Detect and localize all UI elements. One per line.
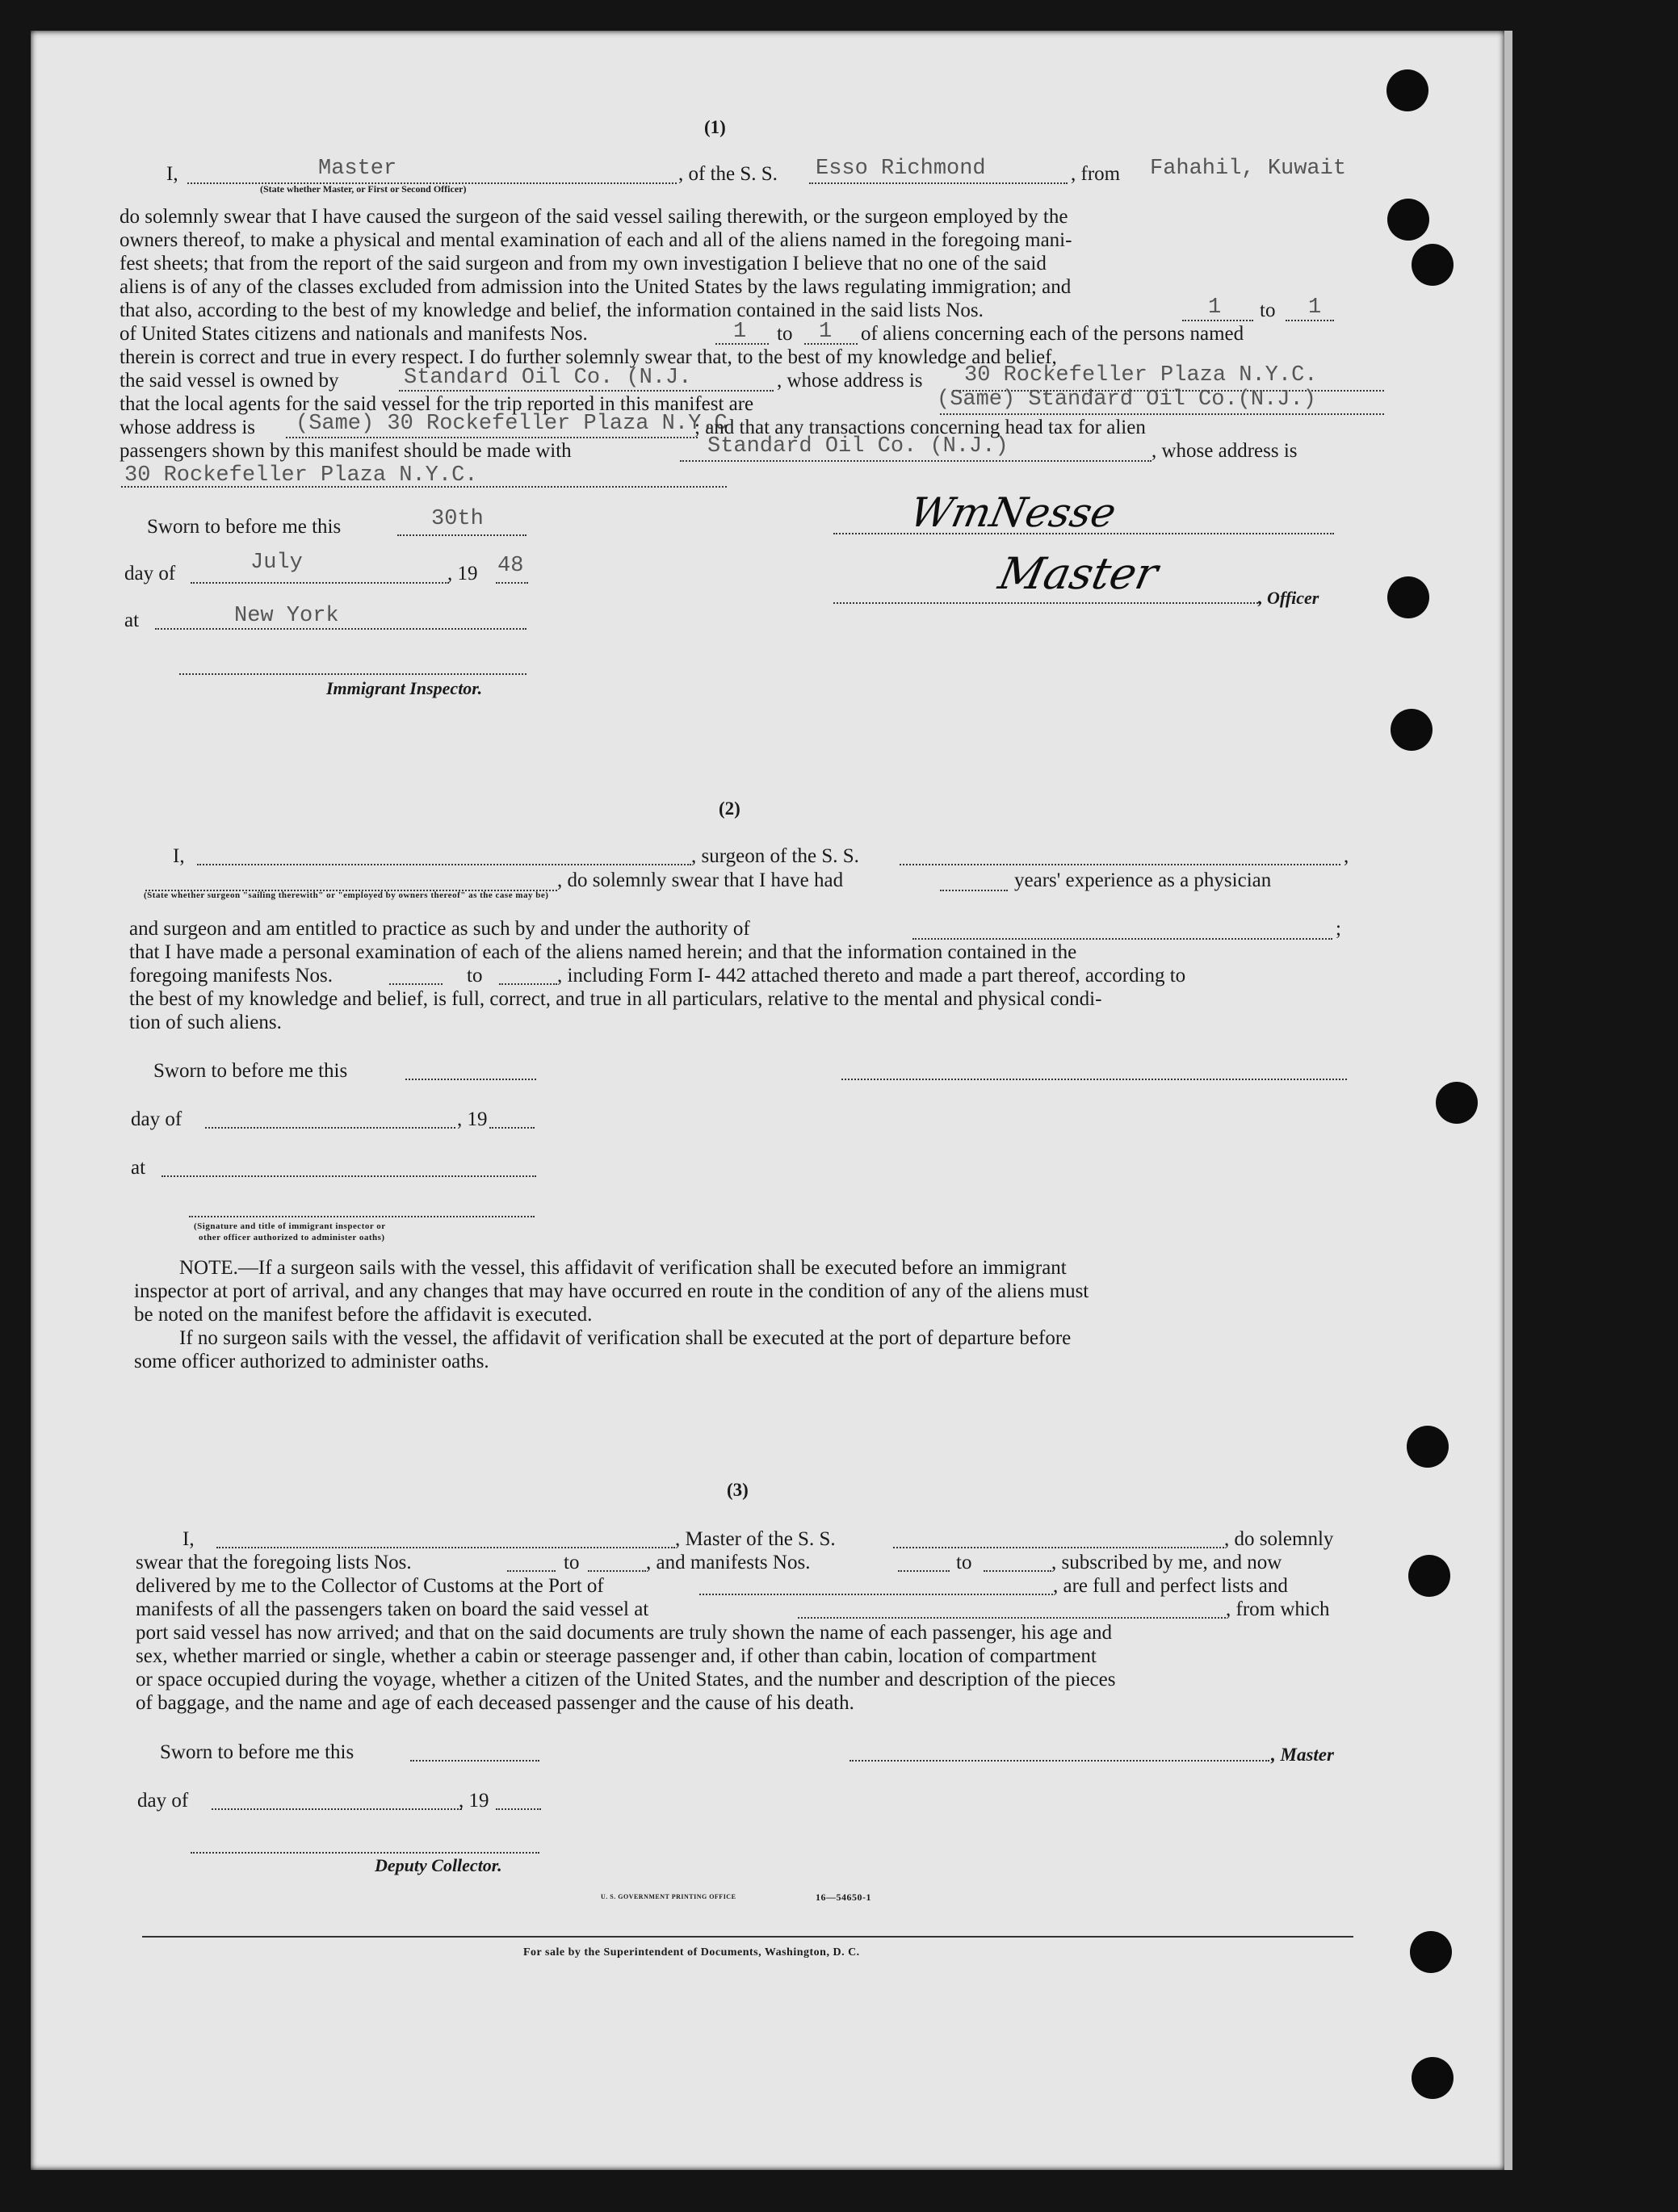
- oath-line: or space occupied during the voyage, whether a citizen of the United States, and the number and description of the pieces: [136, 1669, 1116, 1690]
- inspector-signature-line: [189, 1216, 535, 1217]
- line-end: , subscribed by me, and now: [1051, 1552, 1282, 1573]
- foregoing-to-line: [499, 983, 557, 985]
- label-of-ss: , of the S. S.: [678, 163, 778, 185]
- manifests-to-line: [984, 1570, 1051, 1572]
- list-to-line: [1286, 320, 1334, 321]
- oath-line: owners thereof, to make a physical and mental examination of each and all of the aliens named in the foregoing mani-: [120, 229, 1072, 251]
- label-i: I,: [182, 1528, 195, 1550]
- authority-line: and surgeon and am entitled to practice as such by and under the authority of: [129, 918, 750, 940]
- line-end: , do solemnly: [1224, 1528, 1334, 1550]
- label-to: to: [564, 1552, 580, 1573]
- typed-year: 48: [497, 554, 524, 578]
- owned-by-label: the said vessel is owned by: [120, 370, 339, 392]
- year-line: [489, 1127, 535, 1129]
- lists-line: swear that the foregoing lists Nos.: [136, 1552, 412, 1573]
- master-of-ss: , Master of the S. S.: [675, 1528, 836, 1550]
- agents-line: [940, 413, 1384, 415]
- master-label: , Master: [1271, 1745, 1334, 1765]
- port-line: [699, 1594, 1053, 1595]
- inspector-signature-line: [179, 673, 526, 675]
- officer-line: [833, 602, 1261, 604]
- master-signature-line: [849, 1760, 1269, 1762]
- oath-line: sex, whether married or single, whether a cabin or steerage passenger and, if other than cabin, location of compartment: [136, 1645, 1097, 1667]
- typed-list-from: 1: [1208, 295, 1222, 320]
- sig-caption: other officer authorized to administer oaths): [199, 1233, 385, 1242]
- note-line: be noted on the manifest before the affidavit is executed.: [134, 1304, 593, 1326]
- list-from-line: [1182, 320, 1253, 321]
- typed-rank: Master: [318, 157, 397, 181]
- owner-line: [399, 390, 774, 392]
- master-name-line: [216, 1547, 675, 1548]
- punch-hole: [1386, 69, 1428, 111]
- place-line: [162, 1175, 536, 1177]
- oath-line: do solemnly swear that I have caused the surgeon of the said vessel sailing therewith, or the surgeon employed by the: [120, 206, 1068, 228]
- knowledge-line: the best of my knowledge and belief, is full, correct, and true in all particulars, relative to the mental and physical condi-: [129, 988, 1102, 1010]
- at-label: at: [124, 610, 140, 631]
- manifests-line-end: of aliens concerning each of the persons named: [861, 323, 1244, 345]
- typed-agents: (Same) Standard Oil Co.(N.J.): [937, 388, 1316, 412]
- label-to: to: [1260, 300, 1276, 321]
- typed-list-to: 1: [1308, 295, 1322, 320]
- day-of-label: day of: [124, 563, 176, 584]
- punch-hole: [1412, 244, 1454, 286]
- oath-line: aliens is of any of the classes excluded from admission into the United States by the laws regulating immigration; and: [120, 276, 1072, 298]
- punch-hole: [1408, 1555, 1450, 1597]
- typed-owner-address: 30 Rockefeller Plaza N.Y.C.: [964, 363, 1318, 388]
- typed-manifest-to: 1: [819, 320, 833, 344]
- month-line: [191, 582, 449, 584]
- footer-rule: [142, 1936, 1353, 1938]
- authority-end: ;: [1336, 918, 1341, 940]
- head-tax-line: ; and that any transactions concerning head tax for alien: [694, 417, 1146, 438]
- years-line: [940, 890, 1008, 891]
- day-of-label: day of: [137, 1790, 189, 1812]
- typed-sworn-day: 30th: [431, 507, 484, 531]
- inspector-caption: Immigrant Inspector.: [326, 678, 483, 698]
- swear-line: , do solemnly swear that I have had: [557, 869, 844, 891]
- punch-hole: [1391, 709, 1433, 751]
- typed-month: July: [250, 551, 303, 575]
- passengers-line: passengers shown by this manifest should be made with: [120, 440, 572, 462]
- boarded-port-line: [798, 1617, 1226, 1619]
- surgeon-of-ss: , surgeon of the S. S.: [691, 845, 859, 867]
- note-line: inspector at port of arrival, and any changes that may have occurred en route in the condition of any of the aliens must: [134, 1280, 1089, 1302]
- sworn-label: Sworn to before me this: [160, 1741, 354, 1763]
- punch-hole: [1412, 2057, 1454, 2099]
- oath-line: fest sheets; that from the report of the said surgeon and from my own investigation I believe that no one of the said: [120, 253, 1047, 274]
- section-number: (3): [727, 1480, 749, 1500]
- master-signature: WmNesse: [905, 489, 1121, 536]
- label-to: to: [956, 1552, 972, 1573]
- sale-notice: For sale by the Superintendent of Documents, Washington, D. C.: [523, 1946, 860, 1959]
- master-vessel-line: [893, 1547, 1224, 1548]
- year-line: [496, 582, 528, 584]
- punch-hole: [1387, 199, 1429, 241]
- manifests-label: , and manifests Nos.: [646, 1552, 811, 1573]
- month-line: [212, 1808, 462, 1810]
- section-number: (2): [719, 798, 740, 819]
- manifests-from-line: [898, 1570, 950, 1572]
- agent-address-label: whose address is: [120, 417, 256, 438]
- printing-office: U. S. GOVERNMENT PRINTING OFFICE: [601, 1893, 736, 1900]
- punch-hole: [1407, 1426, 1449, 1468]
- collector-caption: Deputy Collector.: [375, 1855, 502, 1875]
- head-tax-party-line: [680, 460, 1152, 462]
- label-i: I,: [166, 163, 178, 185]
- form-code: 16—54650-1: [816, 1892, 871, 1903]
- lists-from-line: [507, 1570, 556, 1572]
- punch-hole: [1436, 1082, 1478, 1124]
- lists-to-line: [588, 1570, 646, 1572]
- note-line: some officer authorized to administer oaths.: [134, 1351, 489, 1372]
- sworn-label: Sworn to before me this: [153, 1060, 348, 1082]
- oath-line: port said vessel has now arrived; and that on the said documents are truly shown the name of each passenger, his age and: [136, 1622, 1113, 1644]
- oath-line: of baggage, and the name and age of each deceased passenger and the cause of his death.: [136, 1692, 854, 1714]
- sworn-day-line: [405, 1079, 536, 1080]
- owner-address-label: , whose address is: [777, 370, 923, 392]
- knowledge-line-end: tion of such aliens.: [129, 1012, 282, 1033]
- surgeon-signature-line: [841, 1079, 1347, 1080]
- note-line: NOTE.—If a surgeon sails with the vessel, this affidavit of verification shall be executed before an immigrant: [179, 1257, 1067, 1279]
- page-edge: [1504, 31, 1512, 2170]
- sworn-day-line: [397, 534, 526, 536]
- typed-owner: Standard Oil Co. (N.J.: [404, 366, 692, 390]
- line-end: , are full and perfect lists and: [1053, 1575, 1288, 1597]
- vessel-field-line: [809, 182, 1068, 184]
- rank-caption: (State whether Master, or First or Second Officer): [260, 183, 467, 195]
- foregoing-line-end: , including Form I- 442 attached thereto and made a part thereof, according to: [557, 965, 1186, 987]
- sworn-label: Sworn to before me this: [147, 516, 342, 538]
- punch-hole: [1410, 1931, 1452, 1973]
- label-to: to: [467, 965, 483, 987]
- boarded-line: manifests of all the passengers taken on board the said vessel at: [136, 1598, 649, 1620]
- typed-vessel-name: Esso Richmond: [816, 157, 986, 181]
- typed-manifest-from: 1: [733, 320, 747, 344]
- typed-place: New York: [234, 604, 339, 628]
- surgeon-name-line: [197, 864, 691, 865]
- section-number: (1): [704, 117, 726, 137]
- swear-line-end: years' experience as a physician: [1014, 869, 1272, 891]
- sig-caption: (Signature and title of immigrant inspector or: [194, 1221, 386, 1231]
- sworn-day-line: [410, 1760, 539, 1762]
- officer-label: , Officer: [1258, 588, 1319, 608]
- year-prefix: , 19: [447, 563, 478, 584]
- line-end: , from which: [1226, 1598, 1330, 1620]
- label-i: I,: [173, 845, 185, 867]
- correct-line: therein is correct and true in every respect. I do further solemnly swear that, to the best of my knowledge and belief,: [120, 346, 1057, 368]
- manifests-line: of United States citizens and nationals and manifests Nos.: [120, 323, 588, 345]
- label-to: to: [777, 323, 793, 345]
- year-line: [496, 1808, 541, 1810]
- surgeon-vessel-line: [900, 864, 1340, 865]
- typed-port-from: Fahahil, Kuwait: [1150, 157, 1347, 181]
- at-label: at: [131, 1157, 146, 1179]
- year-prefix: , 19: [457, 1108, 488, 1130]
- typed-agent-address: (Same) 30 Rockefeller Plaza N.Y.C: [296, 412, 728, 436]
- typed-head-tax-party: Standard Oil Co. (N.J.): [707, 434, 1009, 459]
- examination-line: that I have made a personal examination of each of the aliens named herein; and that the information contained in the: [129, 941, 1077, 963]
- collector-line: delivered by me to the Collector of Customs at the Port of: [136, 1575, 604, 1597]
- place-line: [155, 628, 526, 630]
- surgeon-caption: (State whether surgeon "sailing therewith" or "employed by owners thereof" as the case may be): [144, 890, 549, 900]
- agents-label: that the local agents for the said vessel for the trip reported in this manifest are: [120, 393, 754, 415]
- month-line: [205, 1127, 455, 1129]
- day-of-label: day of: [131, 1108, 182, 1130]
- punch-hole: [1387, 576, 1429, 618]
- year-prefix: , 19: [459, 1790, 489, 1812]
- note-line: If no surgeon sails with the vessel, the affidavit of verification shall be executed at the port of departure before: [179, 1327, 1072, 1349]
- authority-field-line: [912, 938, 1332, 940]
- collector-signature-line: [191, 1852, 539, 1854]
- comma: ,: [1344, 845, 1349, 867]
- label-from: , from: [1071, 163, 1121, 185]
- foregoing-line: foregoing manifests Nos.: [129, 965, 334, 987]
- agent-address-line: [286, 437, 698, 438]
- head-tax-address-label: , whose address is: [1152, 440, 1298, 462]
- lists-line: that also, according to the best of my knowledge and belief, the information contained in the said lists Nos.: [120, 300, 984, 321]
- foregoing-from-line: [389, 983, 443, 985]
- typed-head-tax-address: 30 Rockefeller Plaza N.Y.C.: [124, 463, 478, 488]
- master-title-signature: Master: [994, 548, 1163, 599]
